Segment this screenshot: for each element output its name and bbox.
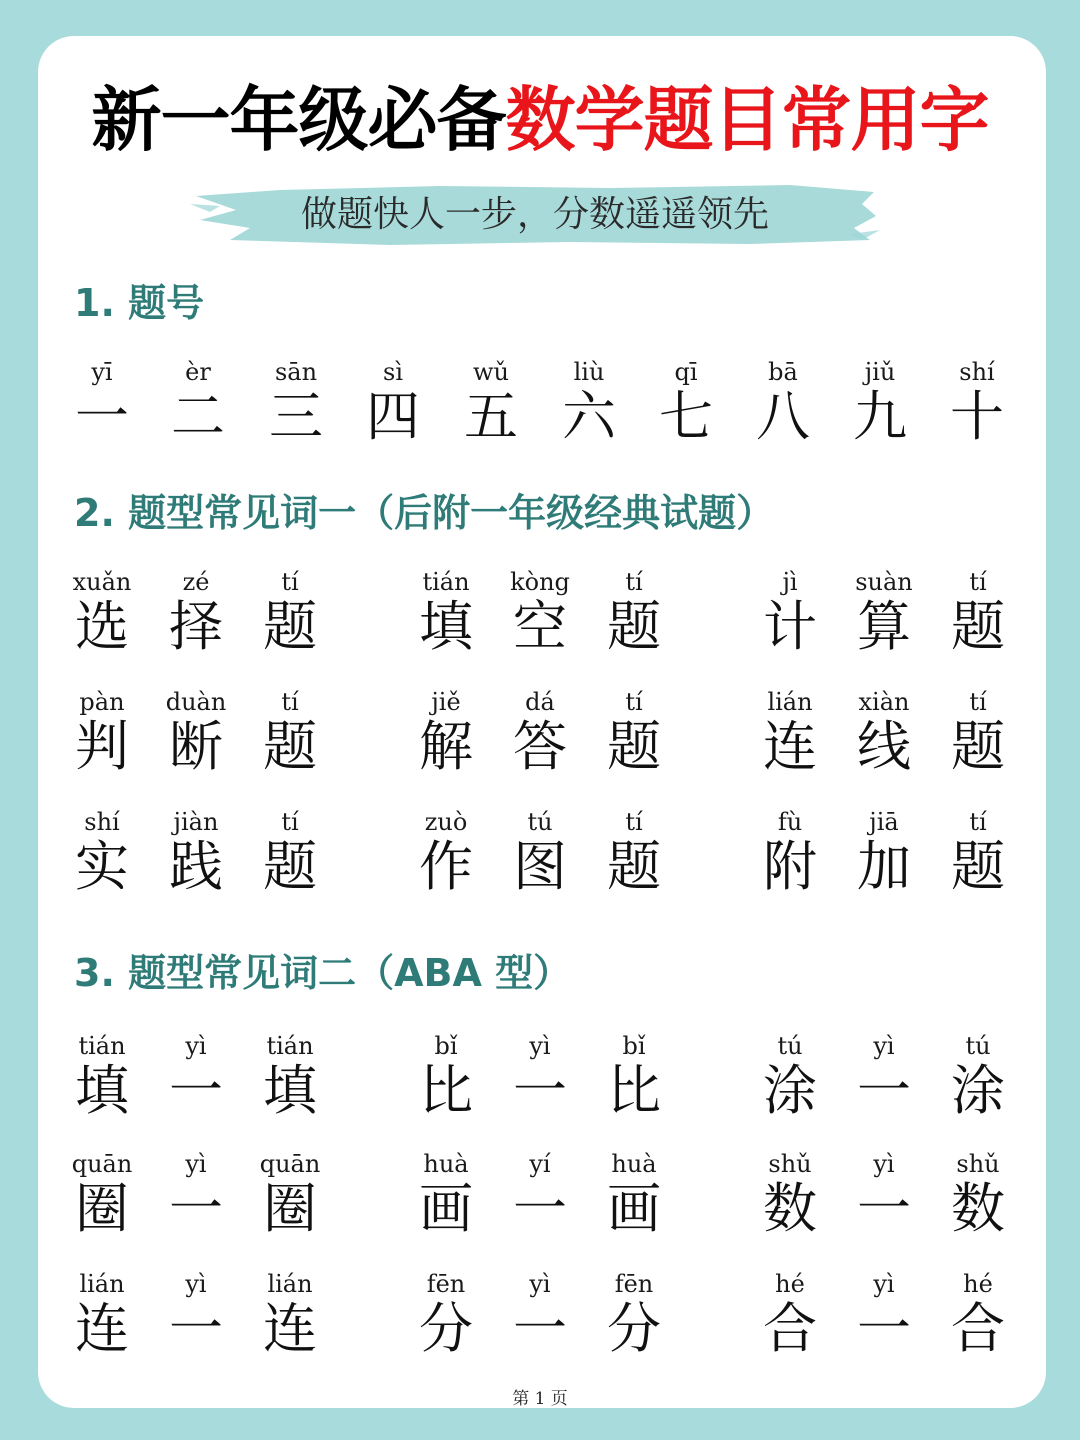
word-char-cell — [745, 568, 835, 658]
section-heading-2: 2. 题型常见词一（后附一年级经典试题） — [74, 491, 775, 535]
aba-char-cell — [495, 1032, 585, 1122]
pinyin-label: yì — [873, 1032, 895, 1060]
pinyin-label: zé — [182, 568, 210, 596]
hanzi-character: 数 — [763, 1177, 817, 1240]
title-red-part: 数学题目常用字 — [505, 79, 989, 161]
pinyin-label: yì — [873, 1150, 895, 1178]
hanzi-character: 六 — [562, 385, 616, 448]
pinyin-label: fēn — [426, 1270, 466, 1298]
word-char-cell — [245, 568, 335, 658]
aba-char-cell — [57, 1032, 147, 1122]
hanzi-character: 加 — [857, 835, 911, 898]
aba-char-cell — [401, 1270, 491, 1360]
pinyin-label: suàn — [855, 568, 913, 596]
hanzi-character: 题 — [263, 835, 317, 898]
hanzi-character: 四 — [366, 385, 420, 448]
hanzi-character: 七 — [659, 385, 713, 448]
hanzi-character: 合 — [763, 1297, 817, 1360]
hanzi-character: 线 — [857, 715, 911, 778]
pinyin-label: tí — [969, 688, 987, 716]
word-char-cell — [151, 808, 241, 898]
pinyin-label: sì — [383, 358, 403, 386]
pinyin-label: quān — [71, 1150, 133, 1178]
hanzi-character: 涂 — [951, 1059, 1005, 1122]
number-cell — [932, 358, 1022, 448]
pinyin-label: qī — [674, 358, 698, 386]
aba-char-cell — [151, 1150, 241, 1240]
aba-char-cell — [933, 1150, 1023, 1240]
aba-char-cell — [245, 1032, 335, 1122]
page-number: 第 1 页 — [512, 1389, 568, 1409]
word-char-cell — [589, 568, 679, 658]
pinyin-label: jì — [782, 568, 798, 596]
word-char-cell — [401, 688, 491, 778]
hanzi-character: 附 — [763, 835, 817, 898]
hanzi-character: 题 — [263, 715, 317, 778]
pinyin-label: tí — [969, 808, 987, 836]
pinyin-label: jiā — [869, 808, 899, 836]
hanzi-character: 一 — [169, 1297, 223, 1360]
word-char-cell — [495, 688, 585, 778]
pinyin-label: duàn — [165, 688, 227, 716]
number-cell — [641, 358, 731, 448]
number-cell — [738, 358, 828, 448]
aba-char-cell — [495, 1270, 585, 1360]
word-char-cell — [495, 808, 585, 898]
aba-char-cell — [495, 1150, 585, 1240]
hanzi-character: 分 — [607, 1297, 661, 1360]
aba-char-cell — [151, 1270, 241, 1360]
pinyin-label: tú — [527, 808, 553, 836]
hanzi-character: 作 — [419, 835, 473, 898]
hanzi-character: 圈 — [75, 1177, 129, 1240]
pinyin-label: xiàn — [858, 688, 910, 716]
pinyin-label: tí — [281, 808, 299, 836]
hanzi-character: 判 — [75, 715, 129, 778]
hanzi-character: 比 — [607, 1059, 661, 1122]
aba-char-cell — [589, 1150, 679, 1240]
pinyin-label: quān — [259, 1150, 321, 1178]
word-char-cell — [401, 568, 491, 658]
hanzi-character: 十 — [950, 385, 1004, 448]
aba-char-cell — [245, 1270, 335, 1360]
word-char-cell — [57, 568, 147, 658]
hanzi-character: 选 — [75, 595, 129, 658]
hanzi-character: 画 — [419, 1177, 473, 1240]
aba-char-cell — [401, 1150, 491, 1240]
hanzi-character: 画 — [607, 1177, 661, 1240]
hanzi-character: 比 — [419, 1059, 473, 1122]
hanzi-character: 一 — [513, 1297, 567, 1360]
word-char-cell — [933, 568, 1023, 658]
pinyin-label: pàn — [79, 688, 125, 716]
hanzi-character: 圈 — [263, 1177, 317, 1240]
pinyin-label: tí — [625, 808, 643, 836]
hanzi-character: 题 — [607, 595, 661, 658]
word-char-cell — [589, 688, 679, 778]
word-char-cell — [839, 808, 929, 898]
hanzi-character: 题 — [951, 715, 1005, 778]
pinyin-label: fēn — [614, 1270, 654, 1298]
number-cell — [835, 358, 925, 448]
pinyin-label: shí — [959, 358, 995, 386]
hanzi-character: 题 — [607, 715, 661, 778]
hanzi-character: 合 — [951, 1297, 1005, 1360]
aba-char-cell — [401, 1032, 491, 1122]
hanzi-character: 九 — [853, 385, 907, 448]
word-char-cell — [401, 808, 491, 898]
pinyin-label: bǐ — [622, 1032, 646, 1060]
aba-char-cell — [745, 1150, 835, 1240]
word-char-cell — [57, 808, 147, 898]
number-cell — [446, 358, 536, 448]
pinyin-label: yì — [529, 1270, 551, 1298]
hanzi-character: 空 — [513, 595, 567, 658]
number-cell — [348, 358, 438, 448]
pinyin-label: yì — [185, 1270, 207, 1298]
hanzi-character: 一 — [513, 1177, 567, 1240]
aba-char-cell — [839, 1270, 929, 1360]
word-char-cell — [151, 568, 241, 658]
pinyin-label: yì — [529, 1032, 551, 1060]
pinyin-label: yī — [91, 358, 113, 386]
word-char-cell — [245, 808, 335, 898]
word-char-cell — [495, 568, 585, 658]
pinyin-label: hé — [775, 1270, 805, 1298]
hanzi-character: 计 — [763, 595, 817, 658]
hanzi-character: 解 — [419, 715, 473, 778]
hanzi-character: 分 — [419, 1297, 473, 1360]
hanzi-character: 一 — [857, 1177, 911, 1240]
word-char-cell — [57, 688, 147, 778]
hanzi-character: 践 — [169, 835, 223, 898]
aba-char-cell — [839, 1150, 929, 1240]
pinyin-label: tí — [281, 568, 299, 596]
hanzi-character: 题 — [951, 835, 1005, 898]
pinyin-label: shǔ — [768, 1150, 812, 1178]
pinyin-label: tí — [625, 568, 643, 596]
pinyin-label: yì — [873, 1270, 895, 1298]
pinyin-label: shí — [84, 808, 120, 836]
pinyin-label: tí — [281, 688, 299, 716]
pinyin-label: wǔ — [473, 358, 509, 386]
pinyin-label: tú — [777, 1032, 803, 1060]
hanzi-character: 涂 — [763, 1059, 817, 1122]
pinyin-label: hé — [963, 1270, 993, 1298]
aba-char-cell — [745, 1270, 835, 1360]
hanzi-character: 一 — [857, 1059, 911, 1122]
hanzi-character: 数 — [951, 1177, 1005, 1240]
pinyin-label: tí — [969, 568, 987, 596]
hanzi-character: 择 — [169, 595, 223, 658]
pinyin-label: yì — [185, 1032, 207, 1060]
word-char-cell — [839, 568, 929, 658]
pinyin-label: xuǎn — [72, 568, 132, 596]
pinyin-label: yí — [529, 1150, 551, 1178]
pinyin-label: yì — [185, 1150, 207, 1178]
pinyin-label: fù — [777, 808, 803, 836]
aba-char-cell — [589, 1032, 679, 1122]
pinyin-label: huà — [611, 1150, 657, 1178]
hanzi-character: 题 — [263, 595, 317, 658]
number-cell — [57, 358, 147, 448]
hanzi-character: 填 — [263, 1059, 317, 1122]
pinyin-label: tián — [422, 568, 470, 596]
hanzi-character: 一 — [169, 1177, 223, 1240]
pinyin-label: lián — [267, 1270, 313, 1298]
hanzi-character: 断 — [169, 715, 223, 778]
pinyin-label: zuò — [424, 808, 468, 836]
word-char-cell — [151, 688, 241, 778]
hanzi-character: 实 — [75, 835, 129, 898]
pinyin-label: bā — [768, 358, 798, 386]
subtitle: 做题快人一步，分数遥遥领先 — [300, 194, 769, 235]
aba-char-cell — [839, 1032, 929, 1122]
word-char-cell — [933, 688, 1023, 778]
pinyin-label: tí — [625, 688, 643, 716]
aba-char-cell — [933, 1032, 1023, 1122]
pinyin-label: dá — [525, 688, 555, 716]
hanzi-character: 连 — [763, 715, 817, 778]
aba-char-cell — [933, 1270, 1023, 1360]
hanzi-character: 算 — [857, 595, 911, 658]
number-cell — [251, 358, 341, 448]
hanzi-character: 三 — [269, 385, 323, 448]
pinyin-label: tián — [78, 1032, 126, 1060]
pinyin-label: liù — [573, 358, 605, 386]
pinyin-label: tián — [266, 1032, 314, 1060]
pinyin-label: èr — [185, 358, 211, 386]
pinyin-label: lián — [79, 1270, 125, 1298]
pinyin-label: lián — [767, 688, 813, 716]
hanzi-character: 答 — [513, 715, 567, 778]
pinyin-label: tú — [965, 1032, 991, 1060]
word-char-cell — [589, 808, 679, 898]
hanzi-character: 图 — [513, 835, 567, 898]
number-cell — [153, 358, 243, 448]
pinyin-label: bǐ — [434, 1032, 458, 1060]
hanzi-character: 一 — [513, 1059, 567, 1122]
pinyin-label: huà — [423, 1150, 469, 1178]
hanzi-character: 五 — [464, 385, 518, 448]
hanzi-character: 一 — [75, 385, 129, 448]
pinyin-label: shǔ — [956, 1150, 1000, 1178]
aba-char-cell — [151, 1032, 241, 1122]
section-heading-3: 3. 题型常见词二（ABA 型） — [74, 951, 572, 995]
aba-char-cell — [745, 1032, 835, 1122]
word-char-cell — [839, 688, 929, 778]
hanzi-character: 连 — [263, 1297, 317, 1360]
pinyin-label: kòng — [510, 568, 570, 596]
pinyin-label: jiàn — [173, 808, 219, 836]
hanzi-character: 题 — [951, 595, 1005, 658]
hanzi-character: 一 — [169, 1059, 223, 1122]
word-char-cell — [245, 688, 335, 778]
pinyin-label: jiě — [431, 688, 461, 716]
hanzi-character: 题 — [607, 835, 661, 898]
hanzi-character: 一 — [857, 1297, 911, 1360]
hanzi-character: 二 — [171, 385, 225, 448]
word-char-cell — [745, 688, 835, 778]
aba-char-cell — [57, 1150, 147, 1240]
hanzi-character: 填 — [419, 595, 473, 658]
hanzi-character: 连 — [75, 1297, 129, 1360]
pinyin-label: sān — [274, 358, 318, 386]
hanzi-character: 填 — [75, 1059, 129, 1122]
page-title — [0, 78, 1080, 162]
word-char-cell — [933, 808, 1023, 898]
number-cell — [544, 358, 634, 448]
aba-char-cell — [57, 1270, 147, 1360]
word-char-cell — [745, 808, 835, 898]
aba-char-cell — [589, 1270, 679, 1360]
pinyin-label: jiǔ — [864, 358, 896, 386]
title-black-part: 新一年级必备 — [91, 79, 506, 161]
section-heading-1: 1. 题号 — [74, 281, 205, 325]
hanzi-character: 八 — [756, 385, 810, 448]
aba-char-cell — [245, 1150, 335, 1240]
